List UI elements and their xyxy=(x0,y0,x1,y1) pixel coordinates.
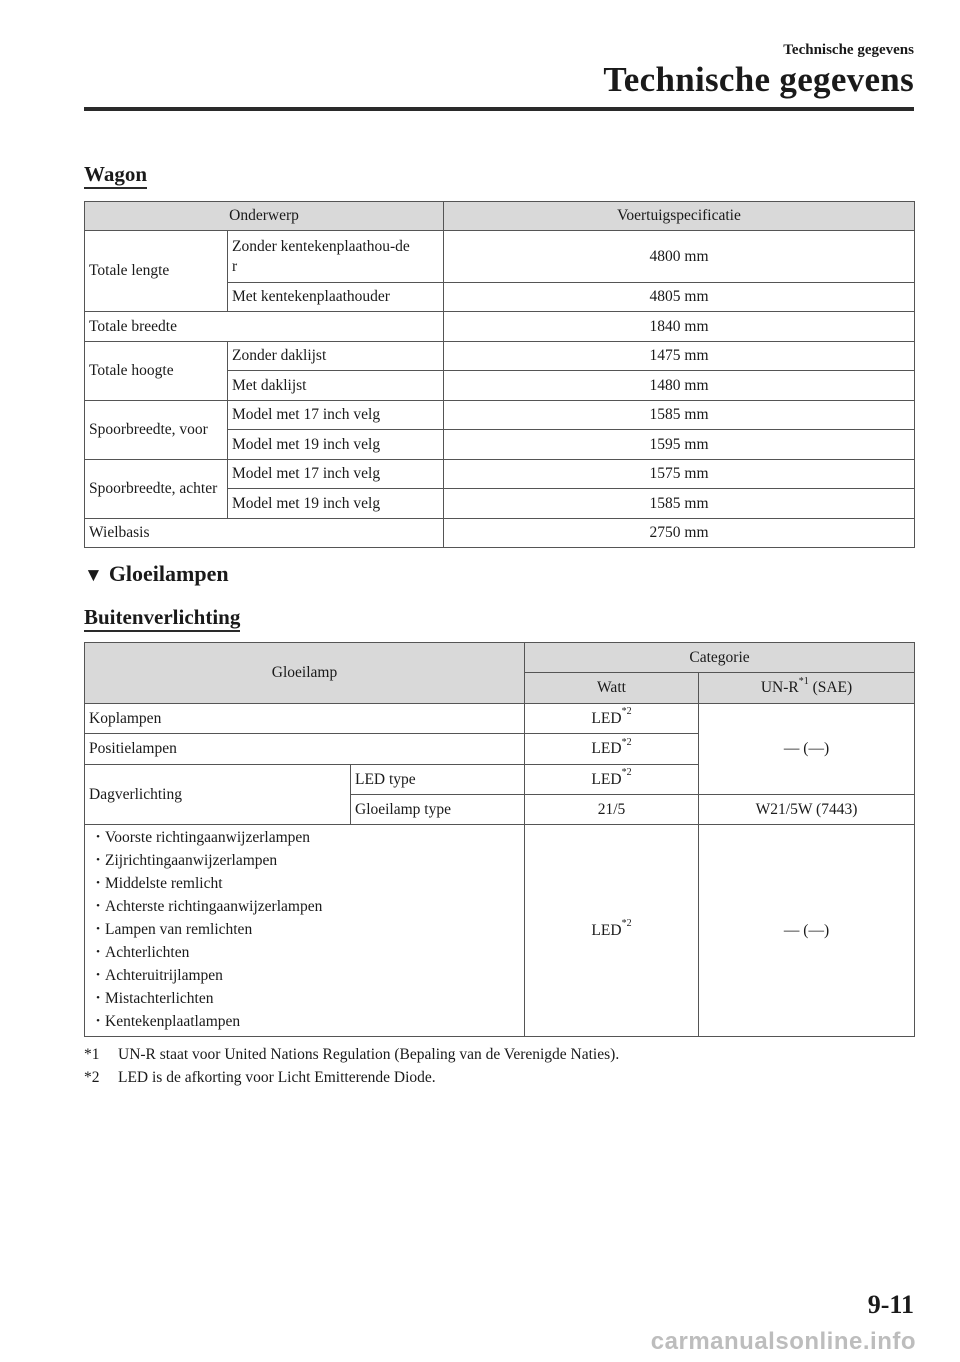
wagon-section-title: Wagon xyxy=(84,162,147,189)
spec-value: 1595 mm xyxy=(444,430,915,460)
col-header-spec: Voertuigspecificatie xyxy=(444,202,915,231)
led-footnote-mark: *2 xyxy=(621,706,632,718)
list-item: • Kentekenplaatlampen xyxy=(91,1011,520,1034)
bulbs-heading xyxy=(84,560,229,590)
sub-label: Model met 17 inch velg xyxy=(228,401,444,430)
list-item: • Achterlichten xyxy=(91,942,520,965)
list-item: • Mistachterlichten xyxy=(91,988,520,1011)
spec-value: 1480 mm xyxy=(444,371,915,401)
bulbs-heading-text: Gloeilampen xyxy=(108,561,229,586)
list-item: • Voorste richtingaanwijzerlampen xyxy=(91,827,520,850)
sub-label: Zonder daklijst xyxy=(228,342,444,371)
sub-label: Model met 19 inch velg xyxy=(228,489,444,519)
spec-value: 1475 mm xyxy=(444,342,915,371)
unr-value: — (—) xyxy=(699,704,915,795)
row-label-track-front: Spoorbreedte, voor xyxy=(85,401,228,460)
list-item: • Lampen van remlichten xyxy=(91,919,520,942)
led-footnote-mark: *2 xyxy=(621,736,632,748)
led-label: LED xyxy=(591,921,622,939)
header-chapter-title: Technische gegevens xyxy=(603,60,914,99)
footnote-mark: *1 xyxy=(84,1046,100,1063)
footnote-text: UN-R staat voor United Nations Regulation (Bepaling van de Verenigde Naties). xyxy=(118,1046,620,1063)
page-number: 9-11 xyxy=(867,1290,914,1319)
led-label: LED xyxy=(591,770,622,788)
watt-value: 21/5 xyxy=(525,795,699,825)
footnote-2 xyxy=(84,1068,436,1088)
spec-value: 1575 mm xyxy=(444,460,915,489)
led-label: LED xyxy=(591,709,622,727)
col-header-subject: Onderwerp xyxy=(85,202,444,231)
bulb-headlamps: Koplampen xyxy=(85,704,525,734)
wagon-spec-table xyxy=(84,201,915,548)
spec-value: 4800 mm xyxy=(444,231,915,283)
row-label-track-rear: Spoorbreedte, achter xyxy=(85,460,228,519)
watt-value xyxy=(525,765,699,795)
drl-led-type: LED type xyxy=(351,765,525,795)
sub-label: Met daklijst xyxy=(228,371,444,401)
watt-value xyxy=(525,704,699,734)
unr-sae-label: (SAE) xyxy=(808,679,853,696)
footnote-text: LED is de afkorting voor Licht Emitterende Diode. xyxy=(118,1069,436,1086)
list-item: • Middelste remlicht xyxy=(91,873,520,896)
sub-label-text: Zonder kentekenplaathou-der xyxy=(232,237,410,275)
spec-value: 1585 mm xyxy=(444,401,915,430)
spec-value: 1840 mm xyxy=(444,312,915,342)
spec-value: 1585 mm xyxy=(444,489,915,519)
list-item: • Zijrichtingaanwijzerlampen xyxy=(91,850,520,873)
spec-value: 2750 mm xyxy=(444,519,915,548)
unr-value: W21/5W (7443) xyxy=(699,795,915,825)
watt-value xyxy=(525,825,699,1037)
col-header-watt: Watt xyxy=(525,673,699,704)
led-label: LED xyxy=(591,740,622,757)
bulb-list xyxy=(89,825,520,1036)
sub-label xyxy=(228,231,444,283)
sub-label: Model met 19 inch velg xyxy=(228,430,444,460)
row-label-wheelbase: Wielbasis xyxy=(85,519,444,548)
spec-value: 4805 mm xyxy=(444,283,915,312)
list-item: • Achterste richtingaanwijzerlampen xyxy=(91,896,520,919)
header-section-label: Technische gegevens xyxy=(783,42,914,58)
row-label-height: Totale hoogte xyxy=(85,342,228,401)
led-footnote-mark: *2 xyxy=(621,918,632,930)
drl-bulb-type: Gloeilamp type xyxy=(351,795,525,825)
triangle-down-icon: ▼ xyxy=(84,565,103,586)
row-label-length: Totale lengte xyxy=(85,231,228,312)
bulb-drl: Dagverlichting xyxy=(85,765,351,825)
header-rule xyxy=(84,107,914,111)
row-label-width: Totale breedte xyxy=(85,312,444,342)
col-header-bulb: Gloeilamp xyxy=(85,643,525,704)
footnote-1 xyxy=(84,1045,619,1065)
unr-value: — (—) xyxy=(699,825,915,1037)
unr-footnote-mark: *1 xyxy=(798,675,809,687)
led-footnote-mark: *2 xyxy=(621,767,632,779)
bulb-position-lamps: Positielampen xyxy=(85,734,525,765)
col-header-unr xyxy=(699,673,915,704)
unr-label: UN-R xyxy=(760,679,799,696)
col-header-category: Categorie xyxy=(525,643,915,673)
watermark: carmanualsonline.info xyxy=(650,1328,916,1355)
sub-label: Model met 17 inch velg xyxy=(228,460,444,489)
exterior-lighting-title: Buitenverlichting xyxy=(84,605,240,632)
bulb-list-cell xyxy=(85,825,525,1037)
sub-label: Met kentekenplaathouder xyxy=(228,283,444,312)
watt-value xyxy=(525,734,699,765)
bulb-table xyxy=(84,642,915,1037)
footnote-mark: *2 xyxy=(84,1069,100,1086)
list-item: • Achteruitrijlampen xyxy=(91,965,520,988)
